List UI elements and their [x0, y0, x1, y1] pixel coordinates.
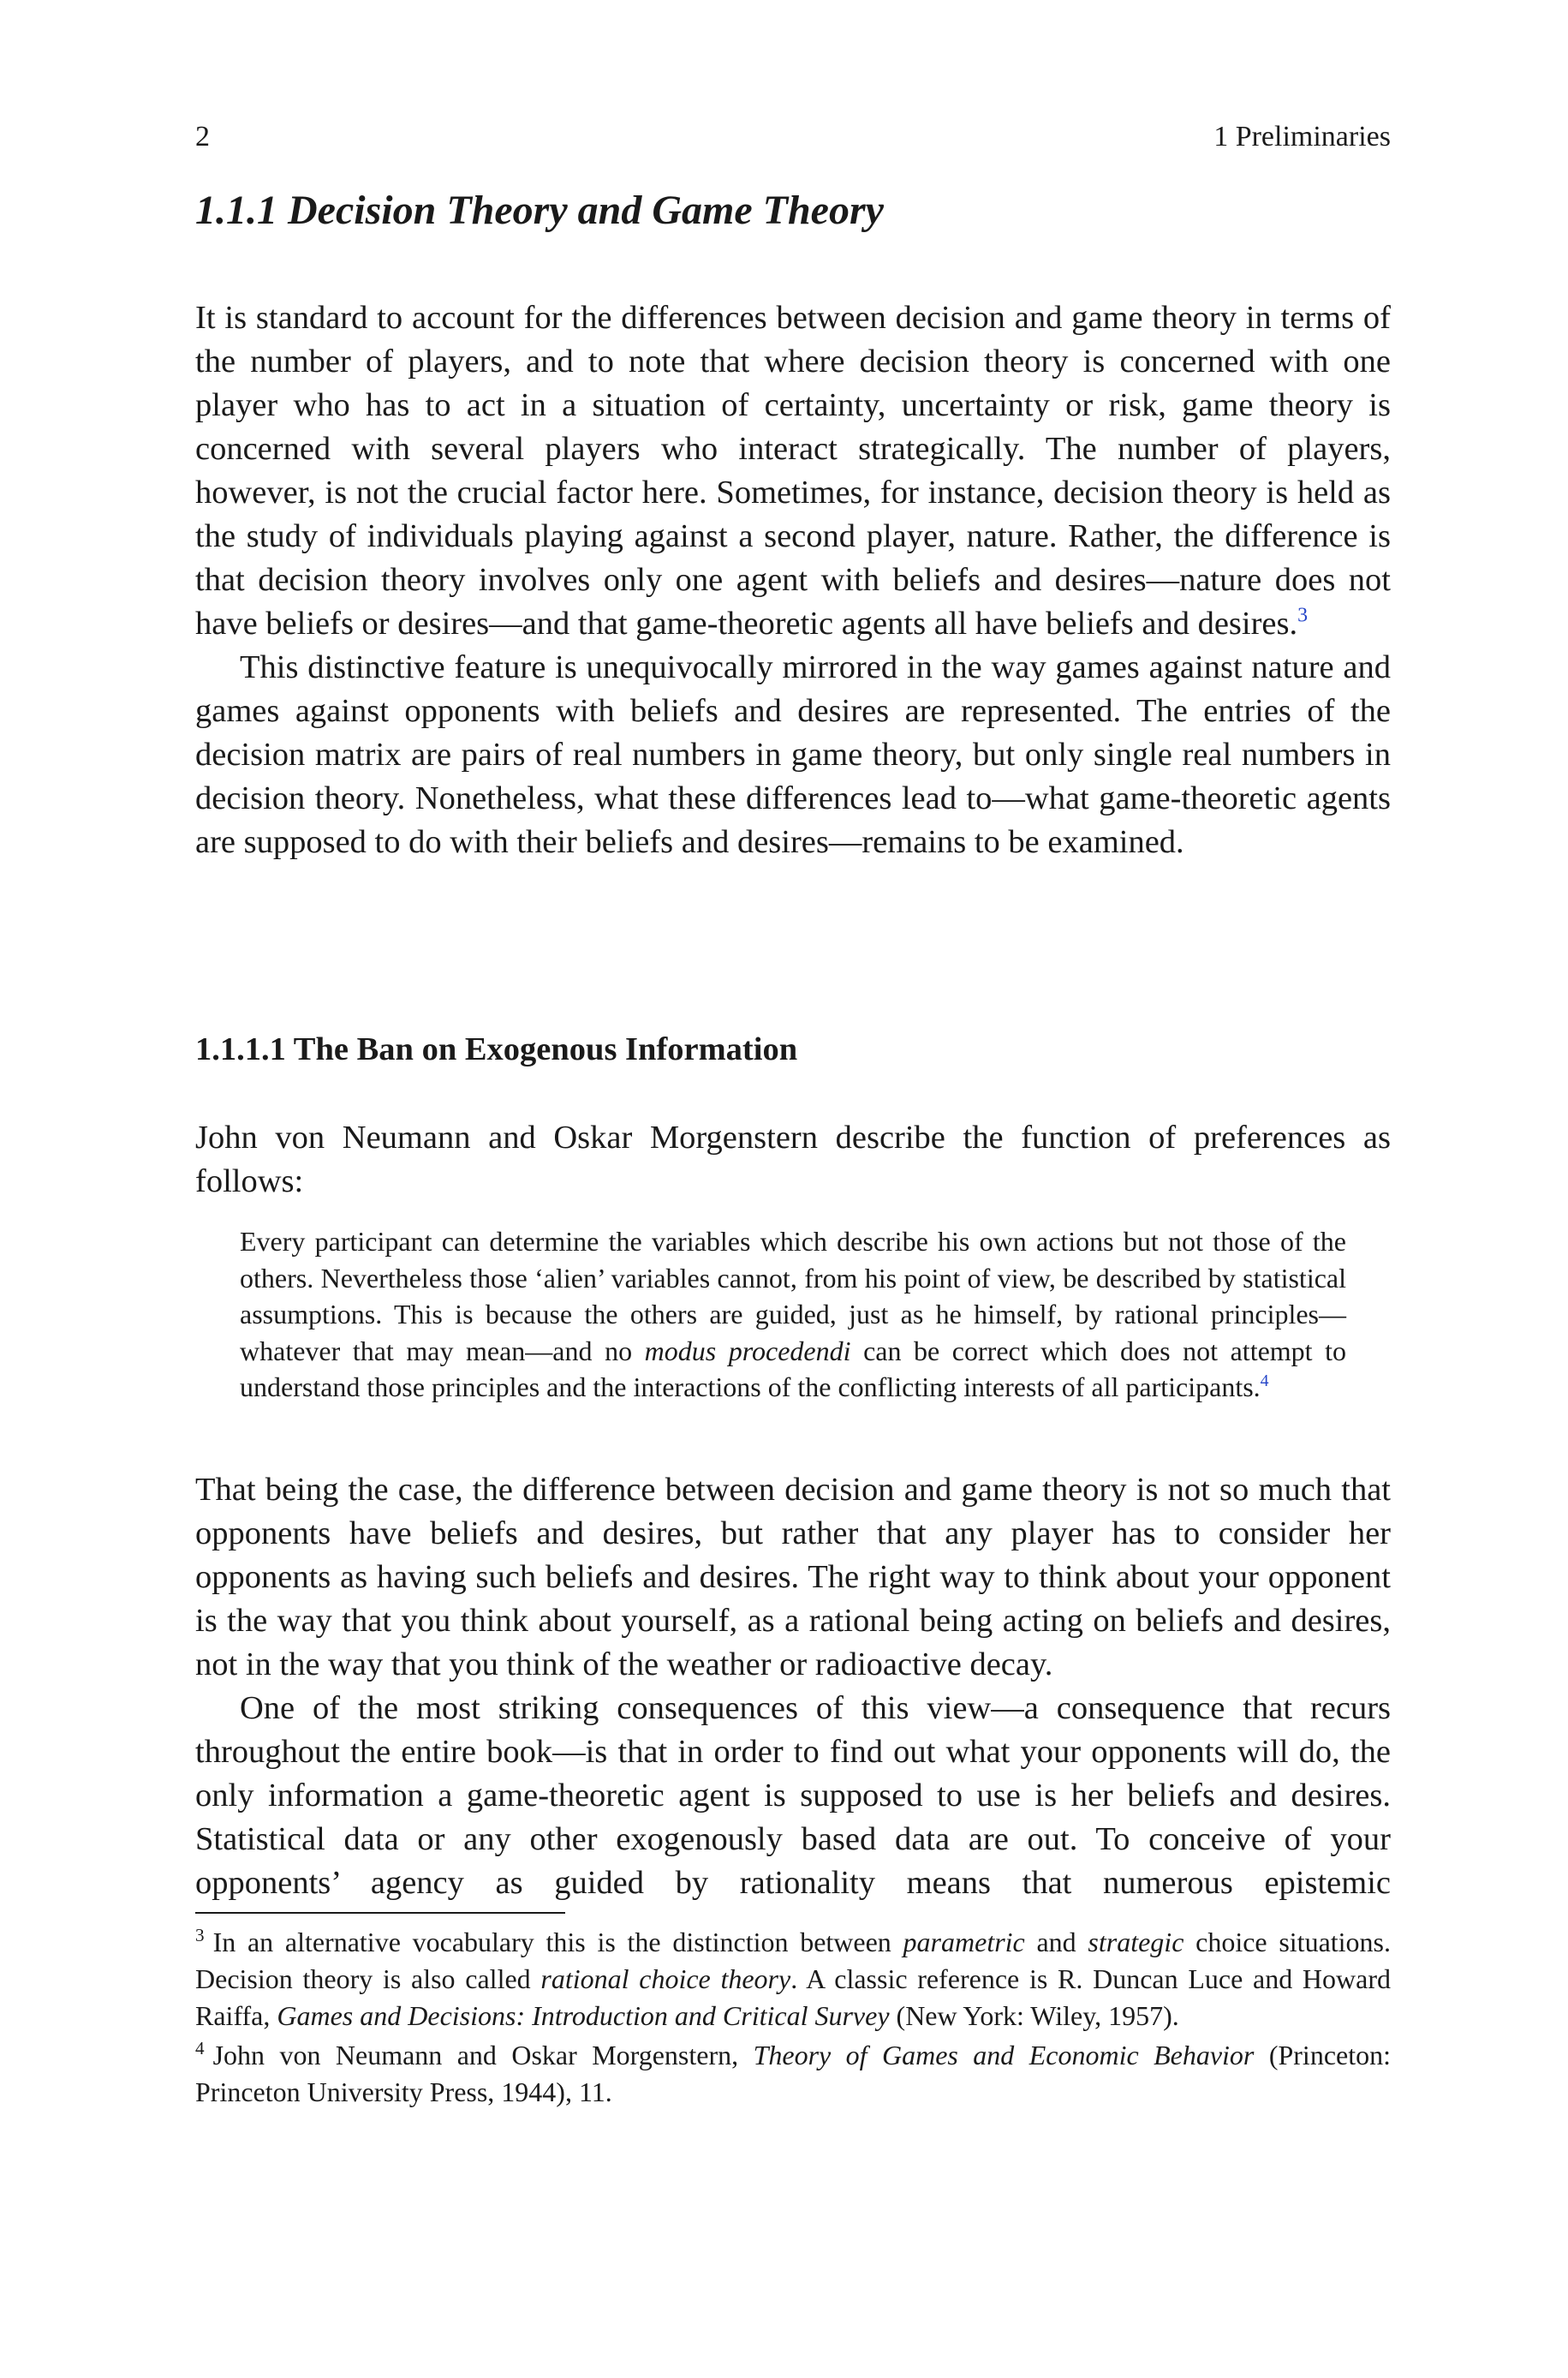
subsection-body-continued	[195, 1468, 1391, 1905]
footnote-ref-link[interactable]: 4	[1260, 1371, 1269, 1391]
quote-italic-term: modus procedendi	[644, 1335, 851, 1366]
footnote-divider	[195, 1912, 565, 1914]
footnote-text: (Princeton: Princeton University Press, 1944), 11.	[195, 2040, 1392, 2107]
paragraph-text: It is standard to account for the differences between decision and game theory in terms of the number of players, and to note that where decision theory is concerned with one player who has to act in a situation of certainty, uncertainty or risk, game theory is concerned with several players who interact strategically. The number of players, however, is not the crucial factor here. Sometimes, for instance, decision theory is held as the study of individuals playing against a second player, nature. Rather, the difference is that decision theory involves only one agent with beliefs and desires—nature does not have beliefs or desires—and that game-theoretic agents all have beliefs and desires.	[195, 300, 1391, 642]
paragraph: One of the most striking consequences of this view—a consequence that recurs throughout the entire book—is that in order to find out what your opponents will do, the only information a game-theoretic agent is supposed to use is her beliefs and desires. Statistical data or any other exogenously based data are out. To conceive of your opponents’ agency as guided by rationality means that numerous epistemic	[195, 1690, 1391, 1901]
quote-text	[240, 1223, 1346, 1406]
quote-text-part: Every participant can determine the variables which describe his own actions but not those of the others. Nevertheless those ‘alien’ variables cannot, from his point of view, be described by statistical assumptions. This is because the others are guided, just as he himself, by rational principles—whatever that may mean—and no	[240, 1226, 1346, 1366]
footnote-text: . A classic reference is R. Duncan Luce and Howard Raiffa,	[195, 1963, 1392, 2031]
paragraph: That being the case, the difference between decision and game theory is not so much that opponents have beliefs and desires, but rather that any player has to consider her opponents as having such beliefs and desires. The right way to think about your opponent is the way that you think about yourself, as a rational being acting on beliefs and desires, not in the way that you think of the weather or radioactive decay.	[195, 1472, 1391, 1682]
section-body	[195, 296, 1391, 864]
footnote-text: choice situations. Decision theory is also called	[195, 1927, 1392, 1994]
subsection-body	[195, 1116, 1391, 1204]
footnotes	[195, 1924, 1391, 2113]
paragraph: John von Neumann and Oskar Morgenstern describe the function of preferences as follows:	[195, 1120, 1391, 1199]
block-quote	[240, 1223, 1346, 1406]
footnote-text: John von Neumann and Oskar Morgenstern,	[212, 2040, 754, 2070]
footnote-ref-link[interactable]: 3	[1297, 604, 1309, 627]
footnote-text: and	[1024, 1927, 1088, 1957]
paragraph: This distinctive feature is unequivocally mirrored in the way games against nature and games against opponents with beliefs and desires are represented. The entries of the decision matrix are pairs of real numbers in game theory, but only single real numbers in decision theory. Nonetheless, what these differences lead to—what game-theoretic agents are supposed to do with their beliefs and desires—remains to be examined.	[195, 649, 1391, 860]
quote-text-part: can be correct which does not attempt to understand those principles and the interactions of the conflicting interests of all participants.	[240, 1335, 1347, 1403]
subsection-heading: 1.1.1.1 The Ban on Exogenous Information	[195, 1031, 798, 1067]
footnote-marker: 3	[195, 1925, 205, 1946]
footnote-text: (New York: Wiley, 1957).	[889, 2000, 1179, 2031]
footnote-marker: 4	[195, 2038, 205, 2059]
page-number: 2	[195, 121, 210, 152]
chapter-title: 1 Preliminaries	[1213, 121, 1391, 152]
footnote	[195, 1924, 1391, 2034]
footnote-text: In an alternative vocabulary this is the distinction between	[212, 1927, 903, 1957]
footnote	[195, 2037, 1391, 2111]
footnote-italic: rational choice theory	[540, 1963, 791, 1994]
footnote-italic: strategic	[1088, 1927, 1184, 1957]
footnote-italic: parametric	[903, 1927, 1025, 1957]
section-heading: 1.1.1 Decision Theory and Game Theory	[195, 188, 884, 233]
footnote-italic: Theory of Games and Economic Behavior	[753, 2040, 1255, 2070]
footnote-italic: Games and Decisions: Introduction and Critical Survey	[277, 2000, 890, 2031]
paragraph	[195, 296, 1391, 646]
